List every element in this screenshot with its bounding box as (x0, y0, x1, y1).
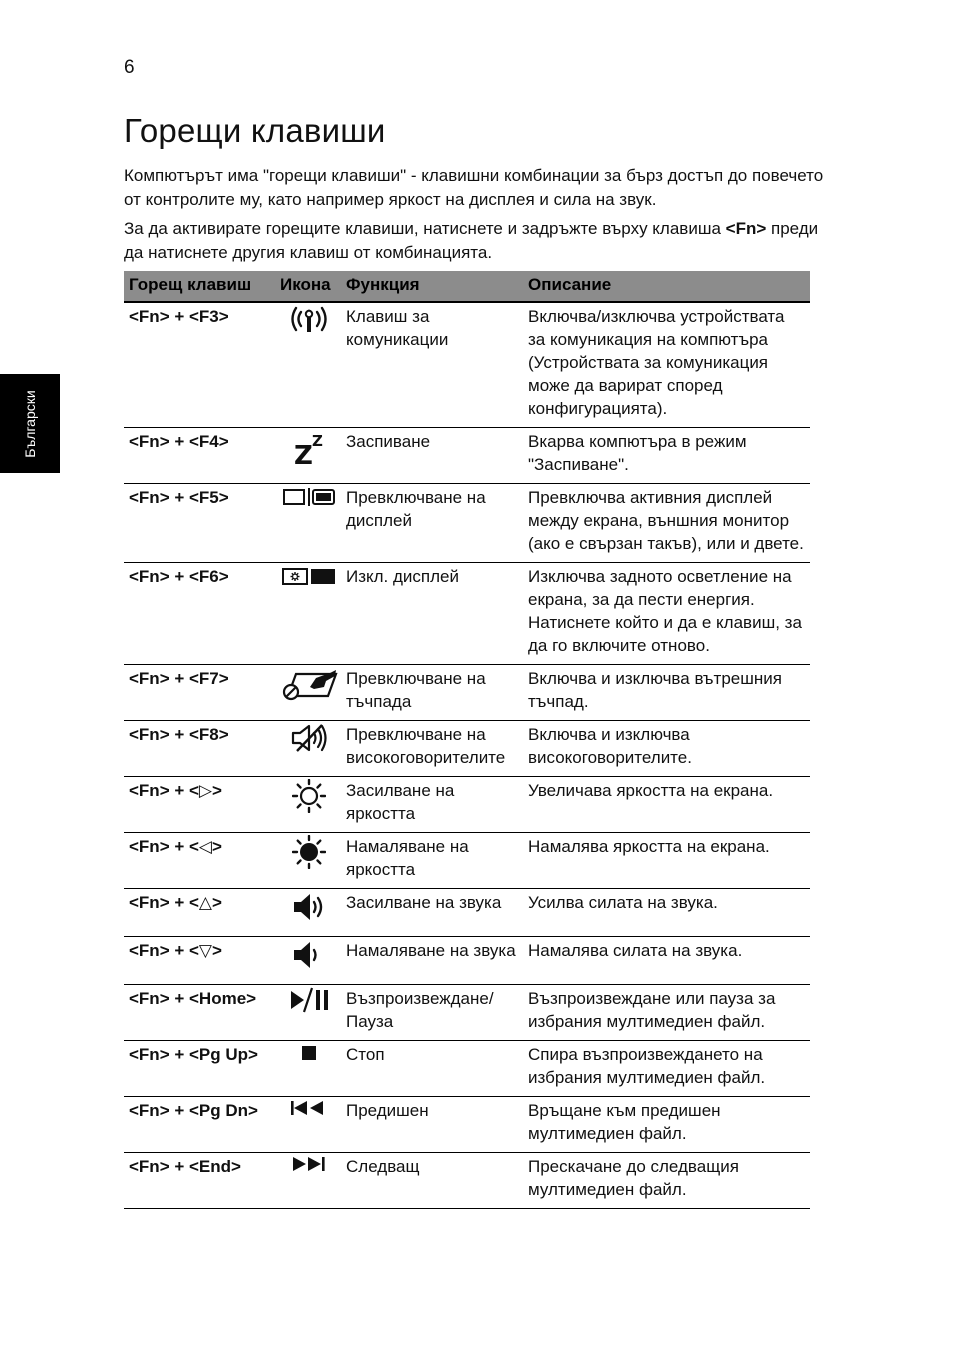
header-key: Горещ клавиш (124, 271, 275, 302)
table-row (124, 563, 810, 665)
hotkey-icon-cell (275, 721, 341, 777)
activation-text-after: преди да натиснете другия клавиш от комбинацията. (124, 219, 819, 262)
hotkey-icon-cell (275, 1097, 341, 1153)
svg-text:Z: Z (293, 441, 313, 466)
hotkey-icon-cell (275, 302, 341, 428)
hotkeys-table (124, 271, 810, 1209)
hotkey-combination: <Fn> + <F5> (124, 484, 275, 563)
hotkey-function: Предишен (341, 1097, 523, 1153)
hotkey-combination: <Fn> + <F7> (124, 665, 275, 721)
hotkey-combination: <Fn> + <Pg Dn> (124, 1097, 275, 1153)
table-row (124, 721, 810, 777)
hotkey-icon-cell (275, 484, 341, 563)
hotkey-description: Намалява яркостта на екрана. (523, 833, 810, 889)
hotkey-combination: <Fn> + <End> (124, 1153, 275, 1209)
table-row (124, 484, 810, 563)
hotkey-combination: <Fn> + <△> (124, 889, 275, 937)
brightness-down-icon (292, 854, 326, 873)
hotkey-function: Стоп (341, 1041, 523, 1097)
hotkey-description: Включва/изключва устройствата за комуникация на компютъра (Устройствата за комуникация може да варират според конфигурацията). (523, 302, 810, 428)
hotkey-function: Следващ (341, 1153, 523, 1209)
hotkey-description: Усилва силата на звука. (523, 889, 810, 937)
header-function: Функция (341, 271, 523, 302)
volume-up-icon (291, 908, 327, 927)
hotkey-combination: <Fn> + <F8> (124, 721, 275, 777)
language-label: Български (22, 390, 38, 458)
table-row (124, 833, 810, 889)
hotkey-function: Превключване на дисплей (341, 484, 523, 563)
display-toggle-icon (282, 493, 336, 512)
hotkey-description: Спира възпроизвеждането на избрания мултимедиен файл. (523, 1041, 810, 1097)
next-track-icon (289, 1158, 329, 1177)
hotkey-function: Клавиш за комуникации (341, 302, 523, 428)
hotkey-combination: <Fn> + <▽> (124, 937, 275, 985)
hotkey-combination: <Fn> + <◁> (124, 833, 275, 889)
hotkey-function: Намаляване на яркостта (341, 833, 523, 889)
table-row (124, 937, 810, 985)
table-row (124, 1097, 810, 1153)
hotkey-icon-cell (275, 1041, 341, 1097)
display-off-icon (281, 572, 337, 591)
activation-text-before: За да активирате горещите клавиши, натиснете и задръжте върху клавиша (124, 219, 726, 238)
hotkey-description: Прескачане до следващия мултимедиен файл. (523, 1153, 810, 1209)
activation-key: <Fn> (725, 219, 767, 238)
stop-icon (299, 1048, 319, 1067)
hotkey-combination: <Fn> + <Home> (124, 985, 275, 1041)
hotkey-icon-cell (275, 1153, 341, 1209)
hotkey-combination: <Fn> + <F6> (124, 563, 275, 665)
previous-track-icon (289, 1102, 329, 1121)
language-side-tab (0, 374, 60, 473)
hotkey-description: Вкарва компютъра в режим "Заспиване". (523, 428, 810, 484)
hotkey-icon-cell (275, 665, 341, 721)
hotkey-icon-cell (275, 937, 341, 985)
hotkey-description: Връщане към предишен мултимедиен файл. (523, 1097, 810, 1153)
intro-paragraph: Компютърът има "горещи клавиши" - клавишни комбинации за бърз достъп до повечето от контролите му, като например яркост на дисплея и сила на звук. (124, 166, 824, 209)
brightness-up-icon (292, 798, 326, 817)
hotkey-description: Намалява силата на звука. (523, 937, 810, 985)
header-description: Описание (523, 271, 810, 302)
hotkey-description: Възпроизвеждане или пауза за избрания мултимедиен файл. (523, 985, 810, 1041)
hotkey-combination: <Fn> + <Pg Up> (124, 1041, 275, 1097)
touchpad-toggle-icon (280, 686, 338, 705)
hotkey-function: Изкл. дисплей (341, 563, 523, 665)
hotkey-icon-cell (275, 563, 341, 665)
hotkey-description: Увеличава яркостта на екрана. (523, 777, 810, 833)
table-row (124, 302, 810, 428)
hotkey-function: Заспиване (341, 428, 523, 484)
wireless-icon (289, 320, 329, 339)
hotkey-combination: <Fn> + <▷> (124, 777, 275, 833)
hotkey-icon-cell (275, 889, 341, 937)
page-title: Горещи клавиши (124, 112, 386, 149)
hotkey-function: Засилване на звука (341, 889, 523, 937)
table-row (124, 1041, 810, 1097)
speaker-mute-icon (289, 738, 329, 757)
hotkey-description: Превключва активния дисплей между екрана, външния монитор (ако е свързан такъв), или и двете. (523, 484, 810, 563)
hotkey-combination: <Fn> + <F4> (124, 428, 275, 484)
activation-paragraph (124, 217, 824, 265)
hotkey-function: Превключване на тъчпада (341, 665, 523, 721)
volume-down-icon (291, 956, 327, 975)
page-number: 6 (124, 57, 135, 78)
hotkey-function: Засилване на яркостта (341, 777, 523, 833)
table-row (124, 1153, 810, 1209)
svg-text:Z: Z (311, 432, 323, 450)
hotkey-icon-cell (275, 428, 341, 484)
table-header-row (124, 271, 810, 302)
table-row (124, 889, 810, 937)
play-pause-icon (287, 998, 331, 1017)
table-row (124, 665, 810, 721)
table-row (124, 428, 810, 484)
hotkey-icon-cell (275, 777, 341, 833)
hotkey-combination: <Fn> + <F3> (124, 302, 275, 428)
hotkey-function: Превключване на високоговорителите (341, 721, 523, 777)
table-row (124, 777, 810, 833)
hotkey-description: Включва и изключва високоговорителите. (523, 721, 810, 777)
hotkey-function: Намаляване на звука (341, 937, 523, 985)
hotkey-icon-cell (275, 833, 341, 889)
hotkey-description: Включва и изключва вътрешния тъчпад. (523, 665, 810, 721)
hotkey-description: Изключва задното осветление на екрана, за да пести енергия. Натиснете който и да е клавиш, за да го включите отново. (523, 563, 810, 665)
hotkey-function: Възпроизвеждане/ Пауза (341, 985, 523, 1041)
header-icon: Икона (275, 271, 341, 302)
hotkey-icon-cell (275, 985, 341, 1041)
table-row (124, 985, 810, 1041)
sleep-icon (292, 432, 326, 470)
